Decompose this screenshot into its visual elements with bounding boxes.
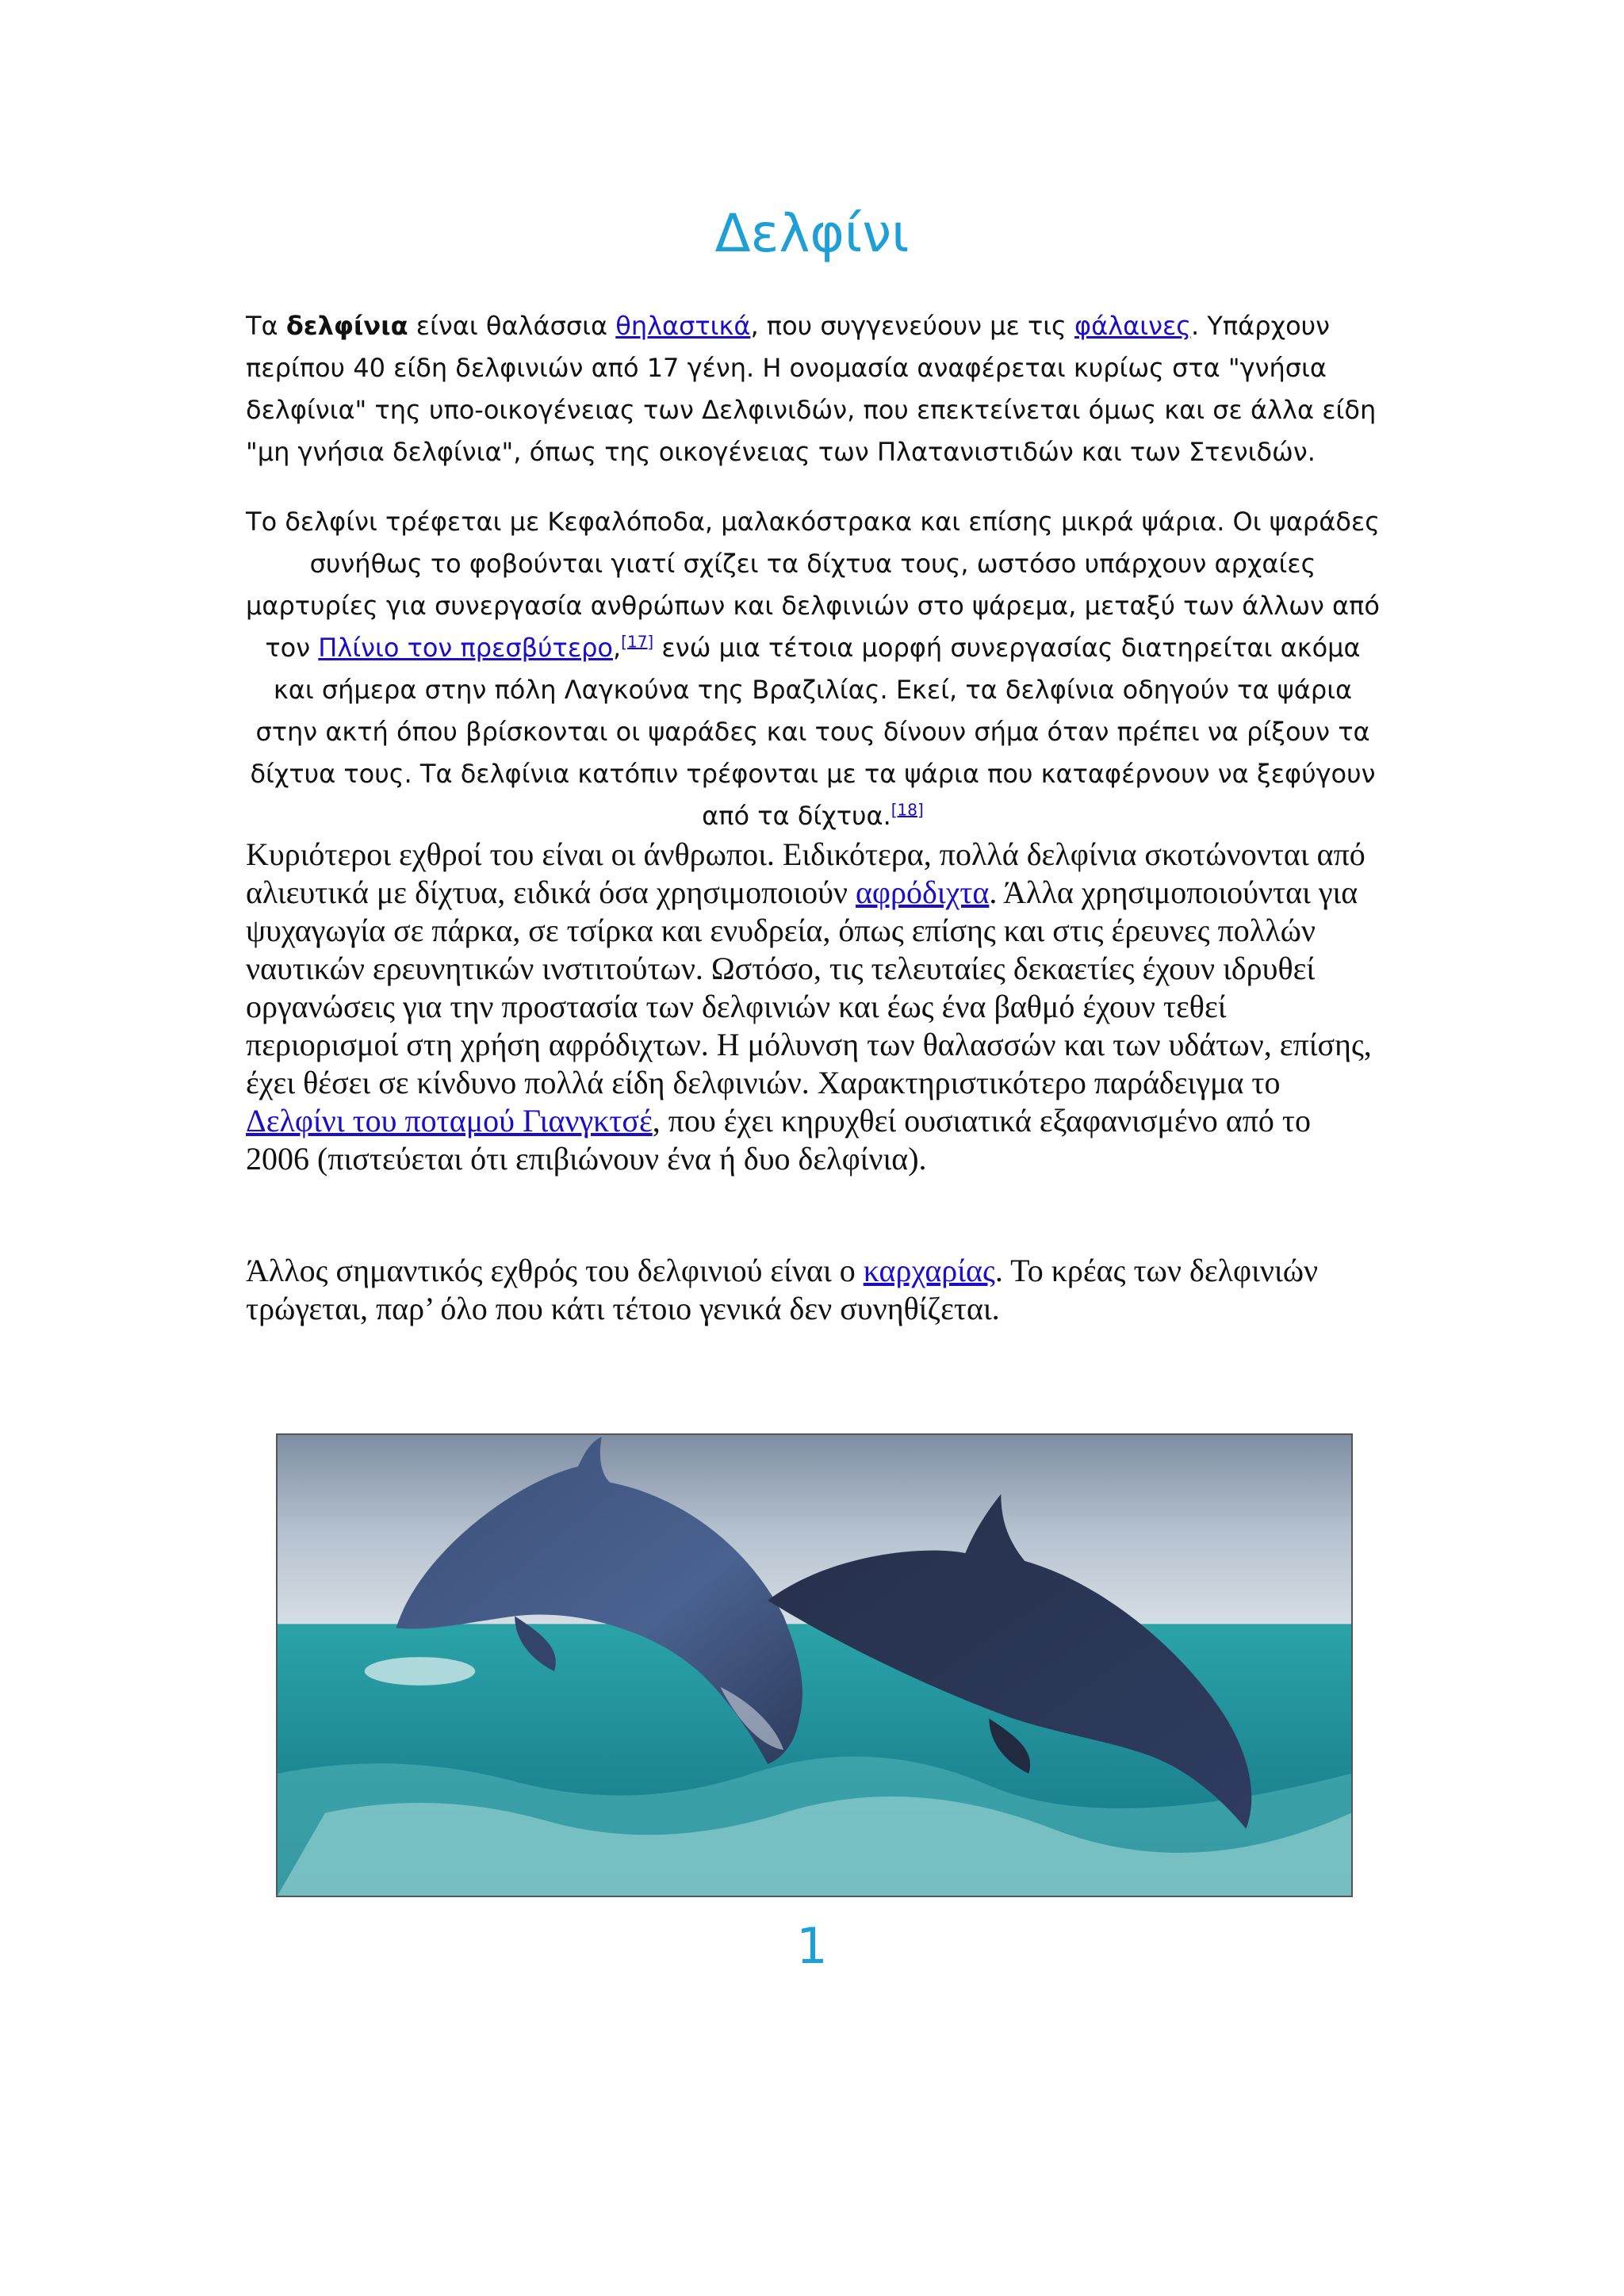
link-pliny[interactable]: Πλίνιο τον πρεσβύτερο: [318, 633, 613, 663]
splash: [365, 1657, 476, 1686]
bold-term: δελφίνια: [285, 311, 408, 341]
reference-17[interactable]: [17]: [621, 632, 654, 652]
text-run: ενώ μια τέτοια μορφή συνεργασίας διατηρείται ακόμα και σήμερα στην πόλη Λαγκούνα της Βραζιλίας. Εκεί, τα δελφίνια οδηγούν τα ψάρια στην ακτή όπου βρίσκονται οι ψαράδες και τους δίνουν σήμα όταν πρέπει να ρίξουν τα δίχτυα τους. Τα δελφίνια κατόπιν τρέφονται με τα ψάρια που καταφέρνουν να ξεφύγουν από τα δίχτυα.: [250, 633, 1376, 831]
text-run: είναι θαλάσσια: [408, 311, 616, 341]
link-yangtze-dolphin[interactable]: Δελφίνι του ποταμού Γιανγκτσέ: [246, 1103, 653, 1138]
page-number: 1: [796, 1917, 828, 1975]
page-title: Δελφίνι: [714, 203, 910, 264]
text-run: , που συγγενεύουν με τις: [750, 311, 1074, 341]
link-whales[interactable]: φάλαινες: [1074, 311, 1192, 341]
text-run: Άλλος σημαντικός εχθρός του δελφινιού είναι ο: [246, 1253, 864, 1288]
paragraph-diet: [246, 501, 1380, 837]
link-drift-nets[interactable]: αφρόδιχτα: [855, 874, 990, 910]
text-run: , που έχει κηρυχθεί ουσιατικά εξαφανισμένο από το 2006 (πιστεύεται ότι επιβιώνουν ένα ή δυο δελφίνια).: [246, 1103, 1311, 1177]
dolphins-photo: [276, 1433, 1353, 1897]
text-run: Τα: [246, 311, 286, 341]
reference-18[interactable]: [18]: [891, 800, 924, 820]
dolphins-illustration: [278, 1435, 1351, 1896]
text-run: ,: [613, 633, 622, 663]
text-run: Το δελφίνι τρέφεται με Κεφαλόποδα, μαλακόστρακα και επίσης μικρά ψάρια. Οι ψαράδες συνήθως το φοβούνται γιατί σχίζει τα δίχτυα τους, ωστόσο υπάρχουν αρχαίες μαρτυρίες για συνεργασία ανθρώπων και δελφινιών στο ψάρεμα, μεταξύ των άλλων από τον: [246, 507, 1380, 663]
text-run: . Το κρέας των δελφινιών τρώγεται, παρ’ όλο που κάτι τέτοιο γενικά δεν συνηθίζεται.: [246, 1253, 1319, 1326]
text-run: Κυριότεροι εχθροί του είναι οι άνθρωποι. Ειδικότερα, πολλά δελφίνια σκοτώνονται από αλιευτικά με δίχτυα, ειδικά όσα χρησιμοποιούν: [246, 836, 1365, 910]
text-run: . Άλλα χρησιμοποιούνται για ψυχαγωγία σε πάρκα, σε τσίρκα και ενυδρεία, όπως επίσης και στις έρευνες πολλών ναυτικών ερευνητικών ινστιτούτων. Ωστόσο, τις τελευταίες δεκαετίες έχουν ιδρυθεί οργανώσεις για την προστασία των δελφινιών και έως ένα βαθμό έχουν τεθεί περιορισμοί στη χρήση αφρόδιχτων. Η μόλυνση των θαλασσών και των υδάτων, επίσης, έχει θέσει σε κίνδυνο πολλά είδη δελφινιών. Χαρακτηριστικότερο παράδειγμα το: [246, 874, 1372, 1100]
paragraph-intro: [246, 305, 1380, 473]
link-shark[interactable]: καρχαρίας: [863, 1253, 995, 1288]
paragraph-enemies: [246, 836, 1380, 1178]
text-run: . Υπάρχουν περίπου 40 είδη δελφινιών από 17 γένη. Η ονομασία αναφέρεται κυρίως στα "γνήσια δελφίνια" της υπο-οικογένειας των Δελφινιδών, που επεκτείνεται όμως και σε άλλα είδη "μη γνήσια δελφίνια", όπως της οικογένειας των Πλατανιστιδών και των Στενιδών.: [246, 311, 1377, 467]
paragraph-shark: [246, 1252, 1380, 1328]
link-mammals[interactable]: θηλαστικά: [615, 311, 751, 341]
